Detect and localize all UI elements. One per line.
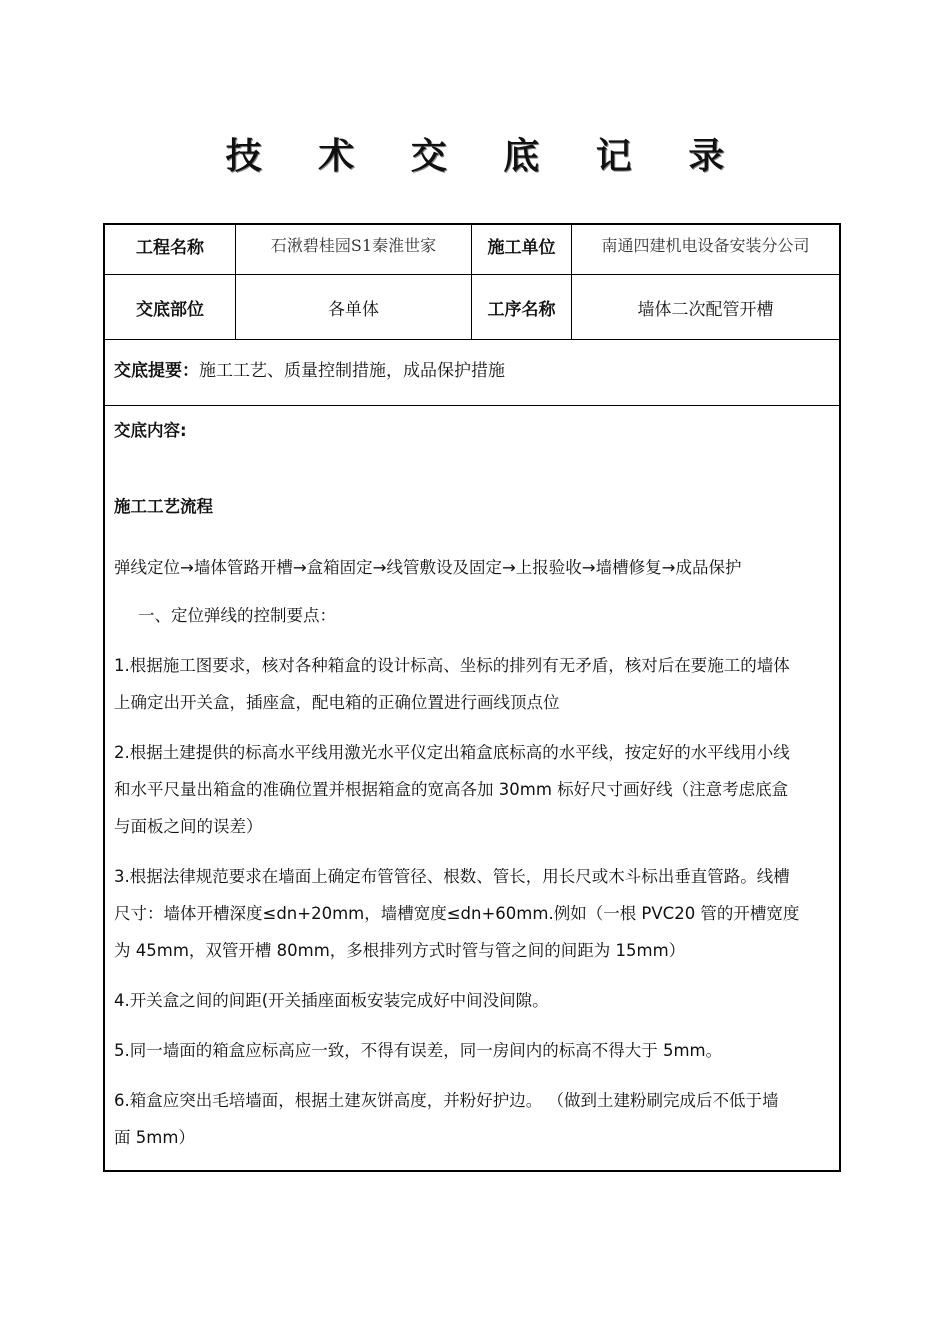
paragraph-3-line-1: 3.根据法律规范要求在墙面上确定布管管径、根数、管长，用长尺或木斗标出垂直管路。线槽	[114, 867, 790, 886]
part-label: 交底部位	[105, 275, 236, 339]
process-value: 墙体二次配管开槽	[637, 299, 774, 320]
summary-text	[114, 356, 505, 381]
unit-value: 南通四建机电设备安装分公司	[601, 236, 810, 255]
paragraph-2-line-2: 和水平尺量出箱盒的准确位置并根据箱盒的宽高各加 30mm 标好尺寸画好线（注意考虑底盒	[114, 780, 789, 799]
section-heading: 一、定位弹线的控制要点：	[138, 606, 336, 625]
process-flow-text: 弹线定位→墙体管路开槽→盒箱固定→线管敷设及固定→上报验收→墙槽修复→成品保护	[114, 558, 742, 577]
summary-row	[105, 340, 839, 406]
paragraph-3-line-3: 为 45mm，双管开槽 80mm，多根排列方式时管与管之间的间距为 15mm）	[114, 941, 686, 960]
process-flow-heading: 施工工艺流程	[114, 497, 213, 516]
disclosure-table	[103, 223, 841, 1172]
content-label: 交底内容:	[114, 421, 187, 440]
summary-label: 交底提要：	[114, 361, 199, 381]
paragraph-6-line-1: 6.箱盒应突出毛培墙面，根据土建灰饼高度，并粉好护边。 （做到土建粉刷完成后不低于墙	[114, 1091, 779, 1110]
part-value: 各单体	[236, 275, 472, 339]
unit-label: 施工单位	[472, 225, 572, 274]
part-row	[105, 275, 839, 340]
paragraph-2-line-3: 与面板之间的误差）	[114, 817, 263, 836]
document-title: 技 术 交 底 记 录	[225, 135, 747, 177]
paragraph-6-line-2: 面 5mm）	[114, 1128, 195, 1147]
paragraph-1-line-1: 1.根据施工图要求，核对各种箱盒的设计标高、坐标的排列有无矛盾，核对后在要施工的墙体	[114, 656, 790, 675]
paragraph-1-line-2: 上确定出开关盒，插座盒，配电箱的正确位置进行画线顶点位	[114, 693, 560, 712]
paragraph-4: 4.开关盒之间的间距(开关插座面板安装完成好中间没间隙。	[114, 991, 549, 1010]
paragraph-3-line-2: 尺寸：墙体开槽深度≤dn+20mm，墙槽宽度≤dn+60mm.例如（一根 PVC20 管的开槽宽度	[114, 904, 800, 923]
project-row	[105, 225, 839, 275]
project-value: 石湫碧桂园S1秦淮世家	[236, 225, 472, 274]
project-label: 工程名称	[105, 225, 236, 274]
summary-value: 施工工艺、质量控制措施，成品保护措施	[199, 361, 505, 381]
paragraph-5: 5.同一墙面的箱盒应标高应一致，不得有误差，同一房间内的标高不得大于 5mm。	[114, 1041, 723, 1060]
process-label: 工序名称	[472, 275, 572, 339]
paragraph-2-line-1: 2.根据土建提供的标高水平线用激光水平仪定出箱盒底标高的水平线，按定好的水平线用小线	[114, 743, 790, 762]
